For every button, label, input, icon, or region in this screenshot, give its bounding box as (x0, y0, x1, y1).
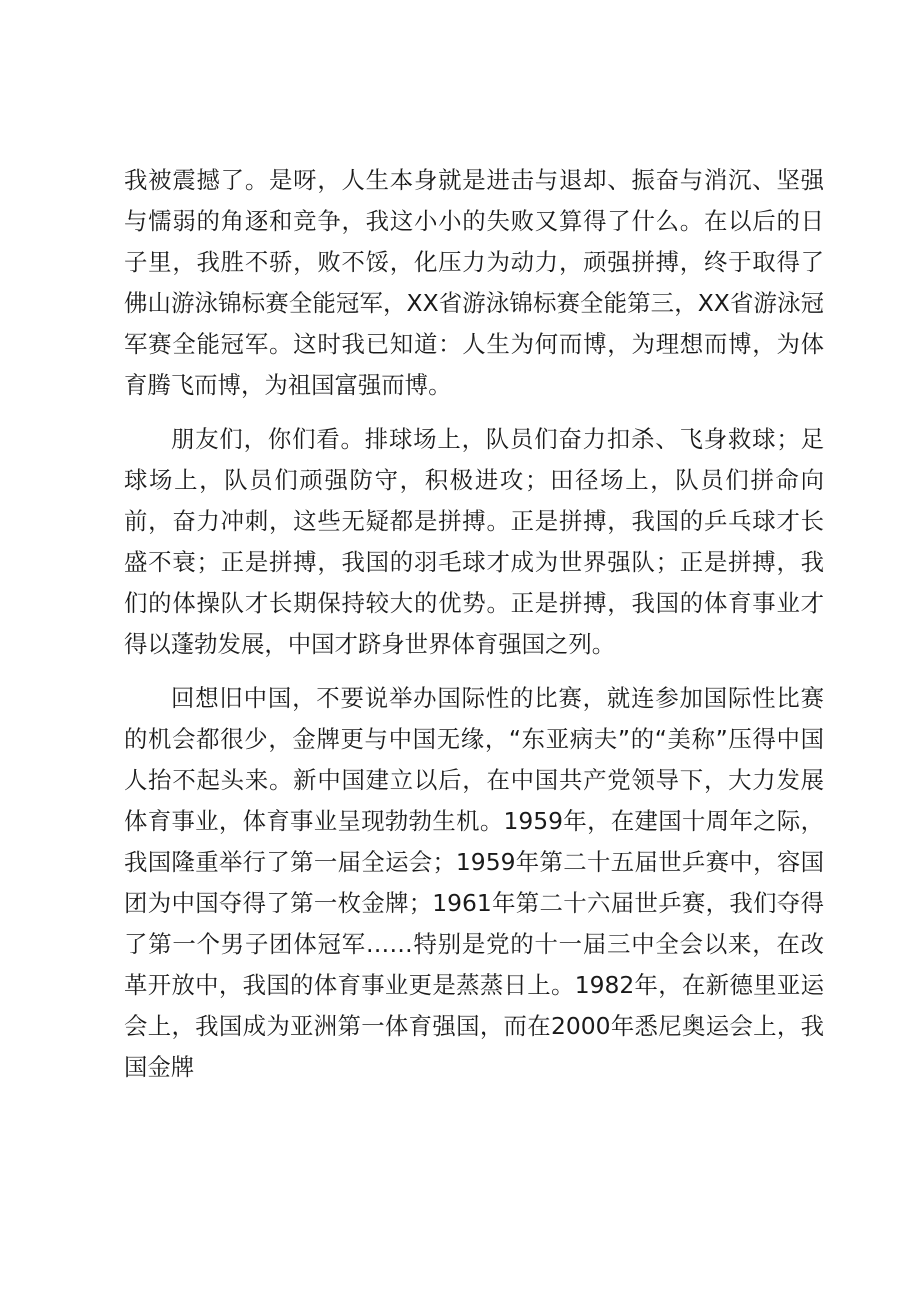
paragraph-3: 回想旧中国，不要说举办国际性的比赛，就连参加国际性比赛的机会都很少，金牌更与中国无缘，“东亚病夫”的“美称”压得中国人抬不起头来。新中国建立以后，在中国共产党领导下，大力发展体育事业，体育事业呈现勃勃生机。1959年，在建国十周年之际，我国隆重举行了第一届全运会；1959年第二十五届世乒赛中，容国团为中国夺得了第一枚金牌；1961年第二十六届世乒赛，我们夺得了第一个男子团体冠军……特别是党的十一届三中全会以来，在改革开放中，我国的体育事业更是蒸蒸日上。1982年，在新德里亚运会上，我国成为亚洲第一体育强国，而在2000年悉尼奥运会上，我国金牌 (124, 684, 824, 1081)
document-body (124, 160, 824, 1101)
paragraph-1: 我被震撼了。是呀，人生本身就是进击与退却、振奋与消沉、坚强与懦弱的角逐和竞争，我这小小的失败又算得了什么。在以后的日子里，我胜不骄，败不馁，化压力为动力，顽强拼搏，终于取得了佛山游泳锦标赛全能冠军，XX省游泳锦标赛全能第三，XX省游泳冠军赛全能冠军。这时我已知道：人生为何而博，为理想而博，为体育腾飞而博，为祖国富强而博。 (124, 166, 824, 399)
paragraph-2: 朋友们，你们看。排球场上，队员们奋力扣杀、飞身救球；足球场上，队员们顽强防守，积极进攻；田径场上，队员们拼命向前，奋力冲刺，这些无疑都是拼搏。正是拼搏，我国的乒乓球才长盛不衰；正是拼搏，我国的羽毛球才成为世界强队；正是拼搏，我们的体操队才长期保持较大的优势。正是拼搏，我国的体育事业才得以蓬勃发展，中国才跻身世界体育强国之列。 (124, 425, 824, 658)
